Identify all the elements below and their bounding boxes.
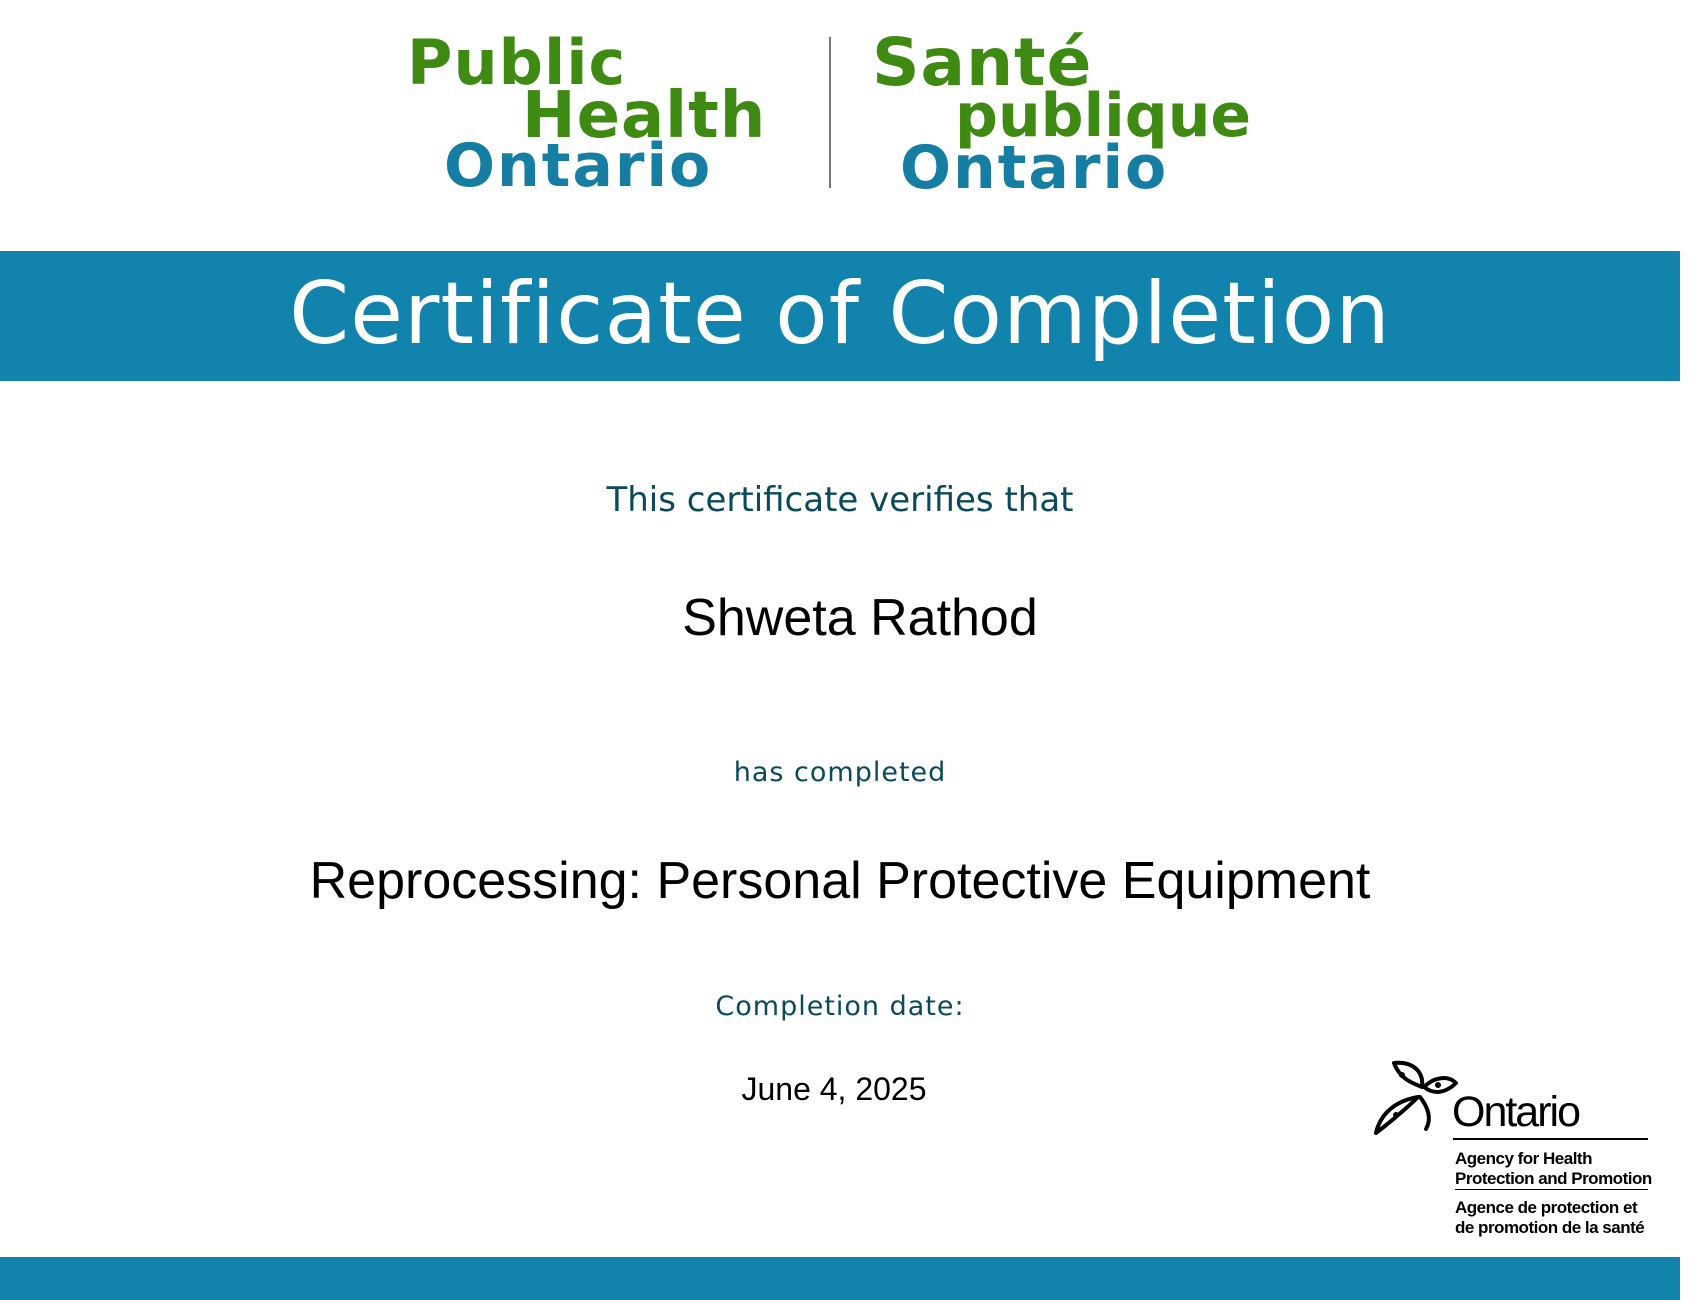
completion-date-value: June 4, 2025 [741,1071,927,1107]
agency-en-line-1: Agency for Health [1455,1149,1592,1168]
public-health-ontario-logo [0,0,1700,245]
completed-text: has completed [733,757,947,788]
course-name: Reprocessing: Personal Protective Equipment [309,852,1371,910]
wordmark-rule [1453,1138,1648,1140]
ontario-government-logo [1370,1055,1660,1245]
logo-en-public: Public [407,26,627,99]
trillium-icon [1372,1057,1458,1139]
logo-en-ontario: Ontario [444,131,713,201]
logo-fr-ontario: Ontario [900,133,1169,203]
agency-name-english [1455,1149,1652,1189]
logo-fr-publique: publique [955,81,1252,151]
recipient-name: Shweta Rathod [682,589,1038,647]
footer-band [0,1257,1680,1300]
agency-fr-line-1: Agence de protection et [1455,1198,1638,1217]
logo-en-health: Health [522,79,767,153]
ontario-wordmark: Ontario [1452,1088,1580,1136]
agency-en-underline [1455,1189,1648,1190]
title-band [0,251,1680,381]
logo-fr-sante: Santé [872,24,1093,101]
completion-date-label: Completion date: [715,991,965,1022]
intro-text: This certificate verifies that [606,480,1074,520]
agency-name-french [1455,1198,1644,1238]
agency-fr-line-2: de promotion de la santé [1455,1218,1645,1237]
logo-divider [829,37,831,188]
agency-en-line-2: Protection and Promotion [1455,1169,1652,1188]
certificate-title: Certificate of Completion [289,264,1391,364]
